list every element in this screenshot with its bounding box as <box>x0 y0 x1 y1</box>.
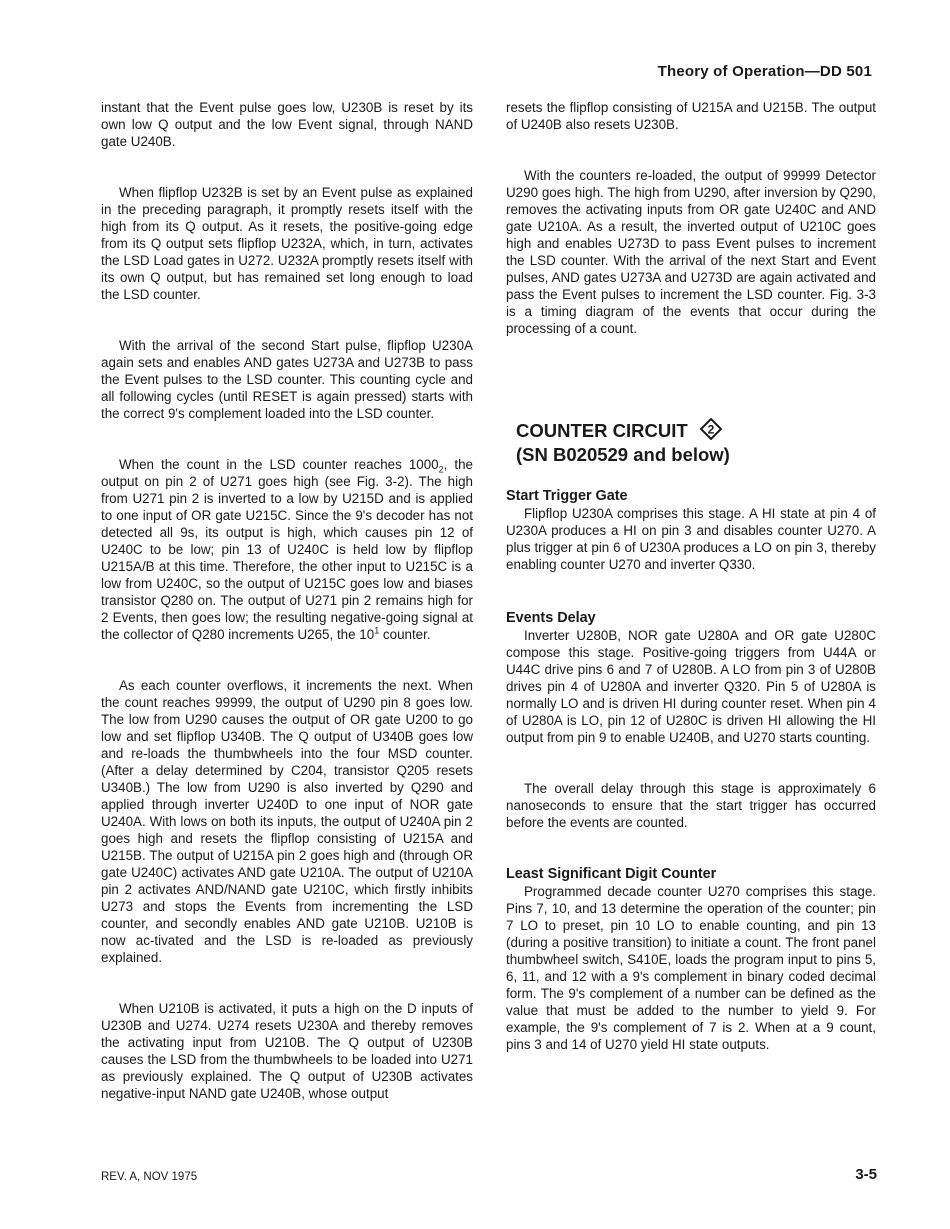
superscript: 1 <box>374 625 380 636</box>
paragraph: With the counters re-loaded, the output of 99999 Detector U290 goes high. The high from U290, after inversion by Q290, removes the activating inputs from OR gate U240C and AND gate U210A. As a result, the inverted output of U210C goes high and enables U273D to pass Event pulses to increment the LSD counter. With the arrival of the next Start and Event pulses, AND gates U273A and U273D are again activated and pass the Event pulses to increment the LSD counter. Fig. 3-3 is a timing diagram of the events that occur during the processing of a count. <box>506 168 876 336</box>
paragraph: The overall delay through this stage is approximately 6 nanoseconds to ensure that the start trigger has occurred before the events are counted. <box>506 781 876 831</box>
paragraph: Inverter U280B, NOR gate U280A and OR gate U280C compose this stage. Positive-going triggers from U44A or U44C drive pins 6 and 7 of U280B. A LO from pin 3 of U280B drives pin 4 of U280A and inverter Q320. Pin 5 of U280A is normally LO and is driven HI during counter reset. When pin 4 of U280A is LO, pin 12 of U280C is driven HI allowing the HI output from pin 9 to enable U240B, and U270 starts counting. <box>506 628 876 746</box>
left-column <box>101 99 473 1102</box>
paragraph-text: , the output on pin 2 of U271 goes high (see Fig. 3-2). The high from U271 pin 2 is inverted to a low by U215D and is applied to one input of OR gate U215C. Since the 9's decoder has not detected all 9s, its output is high, which causes pin 12 of U240C to be low; pin 13 of U240C is held low by flipflop U215A/B at this time. Therefore, the other input to U215C is a low from U240C, so the output of U215C goes low and biases transistor Q280 on. The output of U271 pin 2 remains high for 2 Events, then goes low; the resulting negative-going signal at the collector of Q280 increments U265, the 10 <box>101 457 474 642</box>
paragraph-text: counter. <box>379 627 431 642</box>
paragraph <box>101 456 473 643</box>
section-title-text: COUNTER CIRCUIT <box>516 420 688 441</box>
section-title <box>516 419 886 443</box>
subheading: Start Trigger Gate <box>506 488 628 505</box>
page-number: 3-5 <box>855 1166 877 1183</box>
revision-note: REV. A, NOV 1975 <box>101 1171 198 1183</box>
paragraph: Programmed decade counter U270 comprises this stage. Pins 7, 10, and 13 determine the operation of the counter; pin 7 LO to preset, pin 10 LO to enable counting, and pin 13 (during a positive transition) to initiate a count. The front panel thumbwheel switch, S410E, loads the program input to pins 5, 6, 11, and 12 with a 9's complement in binary coded decimal form. The 9's complement of a number can be defined as the value that must be added to the number to yield 9. For example, the 9's complement of 7 is 2. When at a 9 count, pins 3 and 14 of U270 yield HI state outputs. <box>506 884 876 1053</box>
paragraph: When U210B is activated, it puts a high on the D inputs of U230B and U274. U274 resets U230A and thereby removes the activating input from U210B. The Q output of U230B causes the LSD from the thumbwheels to be loaded into U271 as previously explained. The Q output of U230B activates negative-input NAND gate U240B, whose output <box>101 1001 473 1101</box>
section-marker-number: 2 <box>707 422 714 437</box>
subscript: 2 <box>438 464 444 475</box>
paragraph: When flipflop U232B is set by an Event pulse as explained in the preceding paragraph, it promptly resets itself with the high from its Q output. As it resets, the positive-going edge from its Q output sets flipflop U232A, which, in turn, activates the LSD Load gates in U272. U232A promptly resets itself with its own Q output, but has remained set long enough to load the LSD counter. <box>101 185 473 302</box>
section-subtitle: (SN B020529 and below) <box>516 444 730 466</box>
paragraph: resets the flipflop consisting of U215A and U215B. The output of U240B also resets U230B. <box>506 100 876 132</box>
paragraph: instant that the Event pulse goes low, U230B is reset by its own low Q output and the low Event signal, through NAND gate U240B. <box>101 100 473 149</box>
right-column <box>506 99 876 1053</box>
paragraph-text: When the count in the LSD counter reaches 1000 <box>119 457 439 472</box>
running-head: Theory of Operation—DD 501 <box>657 63 872 80</box>
paragraph: As each counter overflows, it increments the next. When the count reaches 99999, the output of U290 pin 8 goes low. The low from U290 causes the output of OR gate U200 to go low and set flipflop U340B. The Q output of U340B goes low and re-loads the thumbwheels into the four MSD counter. (After a delay determined by C204, transistor Q205 resets U340B.) The low from U290 is also inverted by Q290 and applied through inverter U240D to one input of NOR gate U240A. With lows on both its inputs, the output of U240A pin 2 goes high and resets the flipflop consisting of U215A and U215B. The output of U215A pin 2 goes high and (through OR gate U240C) activates AND gate U210A. The output of U210A pin 2 activates AND/NAND gate U210C, which firstly inhibits U273 and stops the Events from incrementing the LSD counter, and secondly enables AND gate U210B. U210B is now ac-tivated and the LSD is re-loaded as previously explained. <box>101 678 473 965</box>
paragraph: Flipflop U230A comprises this stage. A HI state at pin 4 of U230A produces a HI on pin 3 and disables counter U270. A plus trigger at pin 6 of U230A produces a LO on pin 3, thereby enabling counter U270 and inverter Q330. <box>506 506 876 573</box>
paragraph: With the arrival of the second Start pulse, flipflop U230A again sets and enables AND gates U273A and U273B to pass the Event pulses to the LSD counter. This counting cycle and all following cycles (until RESET is again pressed) starts with the correct 9's complement loaded into the LSD counter. <box>101 338 473 421</box>
section-marker-icon <box>700 418 722 440</box>
subheading: Least Significant Digit Counter <box>506 866 717 883</box>
subheading: Events Delay <box>506 610 596 627</box>
